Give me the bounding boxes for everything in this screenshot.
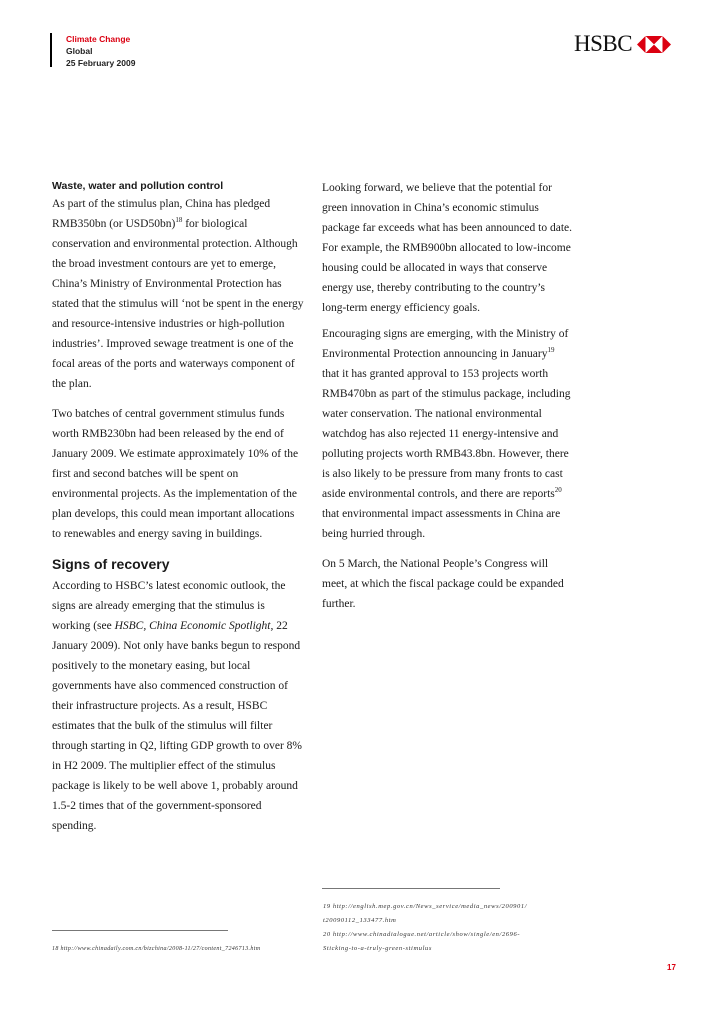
paragraph-funds-released: Two batches of central government stimulus funds worth RMB230bn had been released by the end of January 2009. We estimate approximately 10% of the first and second batches will be spent on environmental projects. As the implementation of the plan develops, this could mean important allocations to renewables and energy saving in buildings. [52,408,299,540]
hsbc-logo [574,32,671,56]
footnote-rule-left [52,930,228,931]
page-number: 17 [667,963,676,972]
paragraph-text: 22 January 2009). Not only have banks begun to respond positively to the monetary easing, but local governments have also commenced construction of their infrastructure projects. As a result, HSBC estimates that the bulk of the stimulus will filter through starting in Q2, lifting GDP growth to over 8% in H2 2009. The multiplier effect of the stimulus package is likely to be well above 1, probably around 1.5-2 times that of the government-sponsored spending. [52,620,302,832]
footnote-ref-19: 19 [547,346,555,355]
paragraph-text: that it has granted approval to 153 projects worth RMB470bn as part of the stimulus package, including water conservation. The national environmental watchdog has also rejected 11 energy-intensive and polluting projects worth RMB43.8bn. However, there is also likely to be pressure from many fronts to cast aside environmental controls, and there are reports [322,368,571,500]
paragraph-looking-forward: Looking forward, we believe that the potential for green innovation in China’s economic stimulus package far exceeds what has been announced to date. For example, the RMB900bn allocated to low-income housing could be allocated in ways that conserve energy use, thereby contributing to the country’s long-term energy efficiency goals. [322,182,573,314]
paragraph-text: that environmental impact assessments in China are being hurried through. [322,508,561,540]
footnote-ref-18: 18 [175,216,183,225]
logo-text: HSBC [574,31,633,56]
header-text [66,33,135,69]
footnote-20-line-1: 20 http://www.chinadialogue.net/article/show/single/en/2696- [323,931,521,938]
left-column [52,178,304,846]
footnote-19-line-1: 19 http://english.mep.gov.cn/News_service/media_news/200901/ [323,903,528,910]
report-region: Global [66,46,93,56]
section-heading-recovery: Signs of recovery [52,556,170,572]
footnote-18: 18 http://www.chinadaily.com.cn/bizchina/2008-11/27/content_7246713.htm [52,946,261,952]
citation-title: HSBC, China Economic Spotlight, [114,620,274,632]
footnote-rule-right [322,888,500,889]
footnote-ref-20: 20 [554,486,562,495]
footnote-19-line-2: t20090112_133477.htm [323,917,397,924]
report-date: 25 February 2009 [66,58,136,68]
paragraph-text: for biological conservation and environmental protection. Although the broad investment contours are yet to emerge, China’s Ministry of Environmental Protection has stated that the stimulus will ‘not be spent in the energy and resource-intensive industries or high-pollution industries’. Improved sewage treatment is one of the focal areas of the ports and waterways component of the plan. [52,218,304,390]
paragraph-text: As part of the stimulus plan, China has pledged RMB350bn (or USD50bn) [52,198,271,230]
paragraph-economic-outlook [52,576,304,836]
paragraph-peoples-congress: On 5 March, the National People’s Congress will meet, at which the fiscal package could be expanded further. [322,558,564,610]
paragraph-encouraging-signs [322,324,572,544]
header-rule [50,33,52,67]
paragraph-stimulus-pledge [52,194,304,394]
section-heading-waste: Waste, water and pollution control [52,180,224,192]
right-column [322,178,572,624]
paragraph-text: Encouraging signs are emerging, with the Ministry of Environmental Protection announcing in January [322,328,569,360]
paragraph-text: According to HSBC’s latest economic outlook, the signs are already emerging that the stimulus is working (see [52,580,286,632]
report-topic: Climate Change [66,34,131,44]
footnote-20-line-2: Sticking-to-a-truly-green-stimulus [323,945,432,952]
hsbc-hexagon-icon [637,36,671,53]
